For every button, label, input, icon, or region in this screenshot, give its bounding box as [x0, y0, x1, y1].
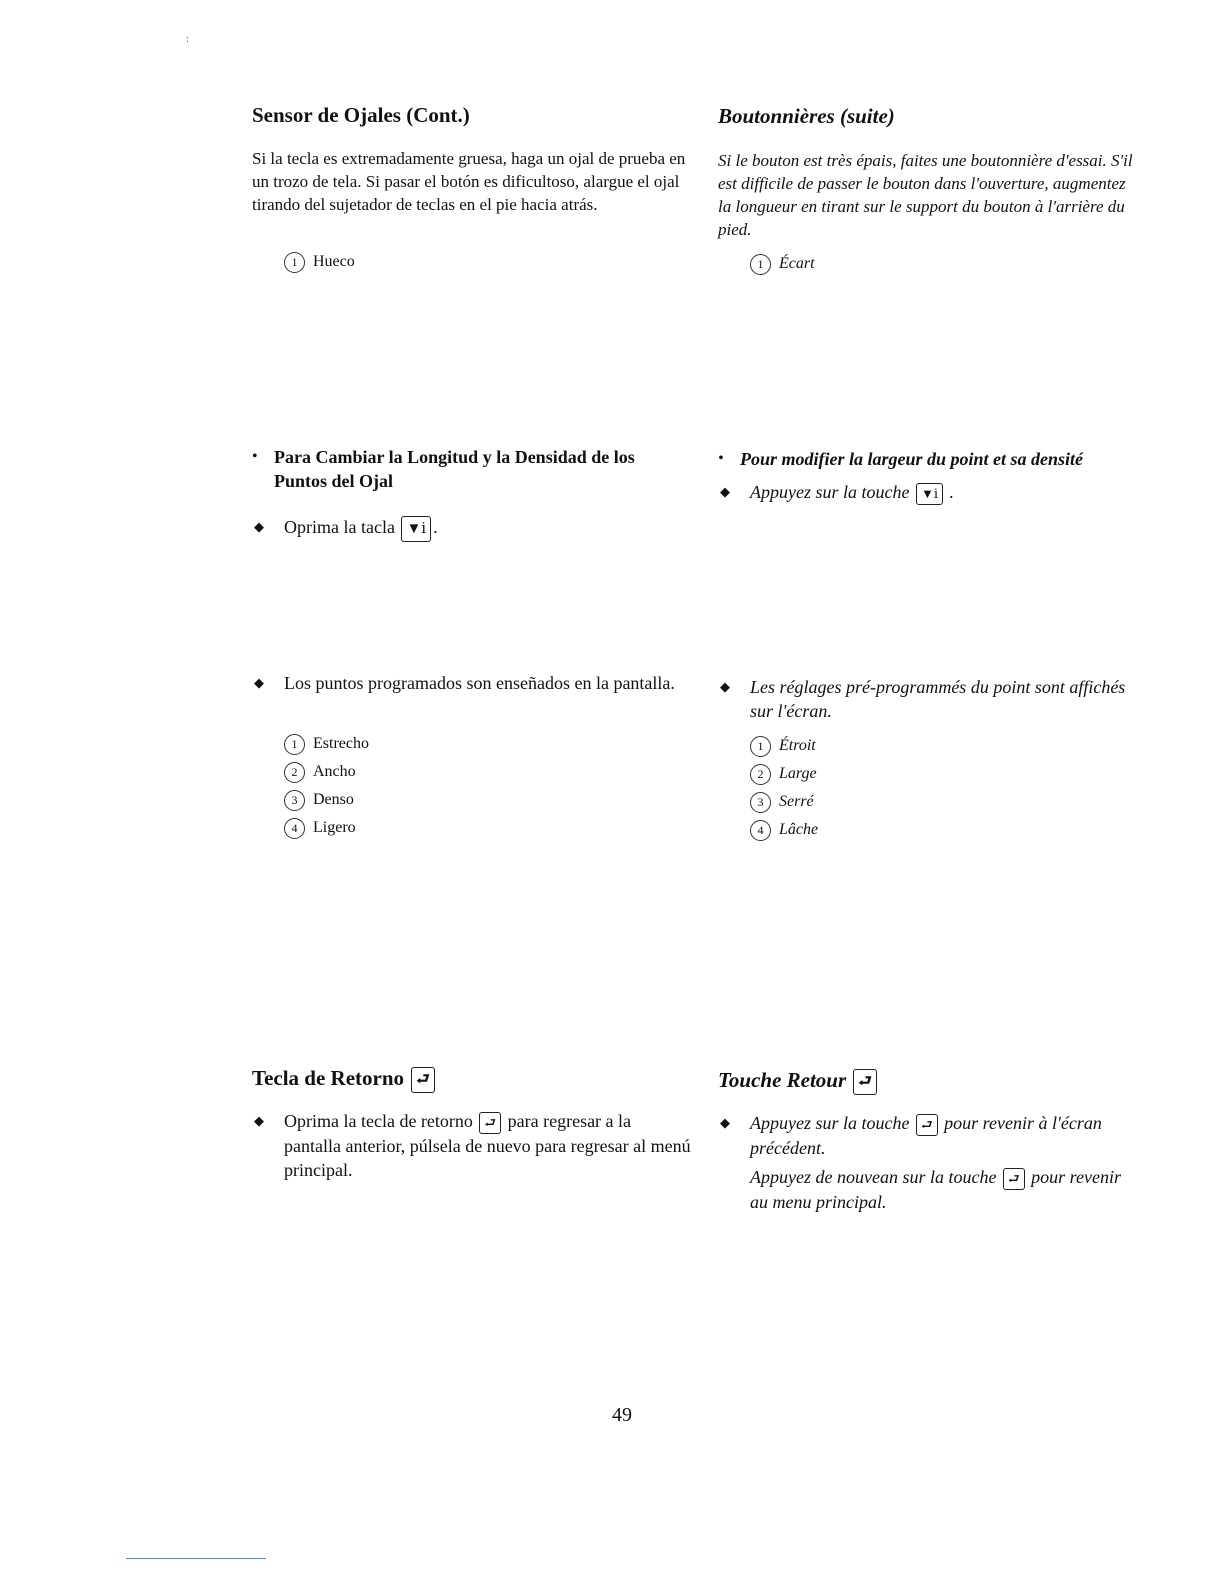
- return-key-icon: ⮐: [411, 1067, 435, 1093]
- legend-label: Ligero: [313, 819, 356, 836]
- return-key-icon: ⮐: [853, 1069, 877, 1095]
- page-number: 49: [612, 1404, 632, 1426]
- legend-item: [750, 250, 1138, 278]
- diamond-bullet-icon: ◆: [254, 519, 264, 534]
- density-key-icon: ▼ⅰ: [916, 483, 943, 505]
- es-figure1-legend: [252, 248, 692, 276]
- punctuation: .: [949, 482, 954, 502]
- fr-heading-return: [718, 1068, 1138, 1095]
- legend-number: 1: [284, 252, 305, 273]
- fr-heading-boutonnieres: Boutonnières (suite): [718, 104, 895, 128]
- fr-paragraph-boutonnieres: Si le bouton est très épais, faites une boutonnière d'essai. S'il est difficile de passer le bouton dans l'ouverture, augmentez la longueur en tirant sur le support du bouton à l'arrière du pied.: [718, 151, 1133, 239]
- es-figure2-legend: [252, 730, 692, 842]
- return-key-icon: ⮐: [1003, 1168, 1025, 1190]
- legend-label: Hueco: [313, 253, 355, 270]
- fr-return-text-a: Appuyez sur la touche: [750, 1113, 910, 1133]
- bullet-dot-icon: •: [252, 448, 258, 465]
- legend-number: 3: [750, 792, 771, 813]
- legend-number: 4: [284, 818, 305, 839]
- fr-figure1-legend: [718, 250, 1138, 278]
- legend-number: 1: [284, 734, 305, 755]
- legend-item: [284, 758, 692, 786]
- fr-section2: [718, 447, 1138, 471]
- fr-return-text-b: pour revenir à l'écran précédent.: [750, 1113, 1102, 1158]
- fr-return-row2: [718, 1165, 1138, 1214]
- legend-number: 1: [750, 254, 771, 275]
- legend-label: Écart: [779, 255, 815, 272]
- fr-preset-text: Les réglages pré-programmés du point sont affichés sur l'écran.: [750, 677, 1126, 721]
- legend-number: 4: [750, 820, 771, 841]
- es-return-heading-text: Tecla de Retorno: [252, 1066, 405, 1090]
- legend-label: Large: [779, 765, 817, 782]
- fr-preset-row: [718, 675, 1138, 723]
- es-press-key-row: [252, 515, 692, 542]
- legend-label: Lâche: [779, 821, 819, 838]
- es-paragraph-sensor: Si la tecla es extremadamente gruesa, haga un ojal de prueba en un trozo de tela. Si pasar el botón es dificultoso, alargue el ojal tirando del sujetador de teclas en el pie hacia atrás.: [252, 149, 686, 214]
- legend-label: Serré: [779, 793, 814, 810]
- diamond-bullet-icon: ◆: [720, 1115, 730, 1130]
- legend-number: 1: [750, 736, 771, 757]
- fr-return-text2-a: Appuyez de nouvean sur la touche: [750, 1167, 997, 1187]
- bullet-dot-icon: •: [718, 450, 724, 467]
- es-section2: [252, 445, 692, 493]
- es-preset-row: [252, 671, 692, 695]
- return-key-icon: ⮐: [916, 1114, 938, 1136]
- fr-return-heading-text: Touche Retour: [718, 1068, 847, 1092]
- corner-mark: :: [186, 34, 189, 45]
- legend-number: 2: [284, 762, 305, 783]
- fr-return-row: [718, 1111, 1138, 1160]
- es-preset-text: Los puntos programados son enseñados en la pantalla.: [284, 673, 675, 693]
- legend-label: Ancho: [313, 763, 356, 780]
- es-heading-return: [252, 1066, 692, 1093]
- es-return-row: [252, 1109, 692, 1182]
- fr-figure2-legend: [718, 732, 1138, 844]
- punctuation: .: [433, 517, 438, 537]
- legend-item: [284, 248, 692, 276]
- es-section2-title: Para Cambiar la Longitud y la Densidad de los Puntos del Ojal: [274, 447, 635, 491]
- footer-rule: [126, 1558, 266, 1559]
- legend-item: [284, 814, 692, 842]
- legend-item: [284, 730, 692, 758]
- diamond-bullet-icon: ◆: [254, 1113, 264, 1128]
- diamond-bullet-icon: ◆: [720, 679, 730, 694]
- legend-item: [284, 786, 692, 814]
- es-return-text-b: para regresar a la pantalla anterior, púlsela de nuevo para regresar al menú principal.: [284, 1111, 691, 1180]
- es-return-text-a: Oprima la tecla de retorno: [284, 1111, 473, 1131]
- legend-number: 2: [750, 764, 771, 785]
- legend-item: [750, 732, 1138, 760]
- es-heading-sensor: Sensor de Ojales (Cont.): [252, 103, 470, 127]
- es-press-key-text: Oprima la tacla: [284, 517, 395, 537]
- fr-section2-title: Pour modifier la largeur du point et sa densité: [740, 449, 1084, 469]
- density-key-icon: ▼ⅰ: [401, 516, 431, 542]
- legend-item: [750, 816, 1138, 844]
- legend-item: [750, 760, 1138, 788]
- fr-return-text2-b: pour revenir au menu principal.: [750, 1167, 1121, 1212]
- diamond-bullet-icon: ◆: [720, 484, 730, 499]
- legend-label: Estrecho: [313, 735, 369, 752]
- legend-item: [750, 788, 1138, 816]
- diamond-bullet-icon: ◆: [254, 675, 264, 690]
- legend-label: Étroit: [779, 737, 816, 754]
- fr-press-key-row: [718, 480, 1138, 505]
- legend-label: Denso: [313, 791, 354, 808]
- fr-press-key-text: Appuyez sur la touche: [750, 482, 910, 502]
- return-key-icon: ⮐: [479, 1112, 501, 1134]
- legend-number: 3: [284, 790, 305, 811]
